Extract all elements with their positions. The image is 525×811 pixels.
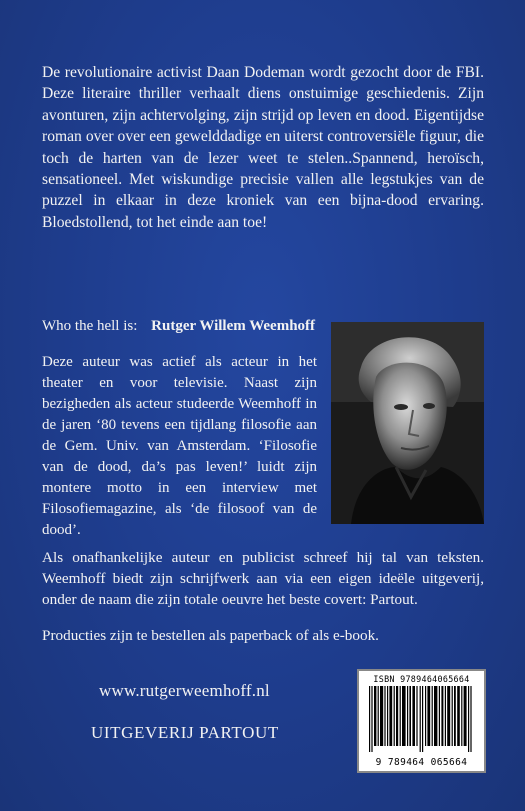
barcode-bars [369, 686, 474, 752]
author-heading-prefix: Who the hell is: [42, 318, 138, 334]
author-name: Rutger Willem Weemhoff [151, 318, 316, 334]
website-link[interactable]: www.rutgerweemhoff.nl [99, 681, 270, 700]
author-photo [331, 322, 484, 524]
author-heading [42, 316, 315, 336]
publisher-paragraph: Als onafhankelijke auteur en publicist schreef hij tal van teksten. Weemhoff biedt zijn schrijfwerk aan via een eigen ideële uitgeverij, onder de naam die zijn totale oeuvre het beste covert: Partout. [42, 549, 484, 608]
back-cover-blurb: De revolutionaire activist Daan Dodeman wordt gezocht door de FBI. Deze literaire thriller verhaalt diens onstuimige geschiedenis. Zijn avonturen, zijn achtervolging, zijn strijd op leven en dood. Eigentijdse roman over over een gewelddadige en uiterst controversiële figuur, die toch de harten van de lezer weet te stelen..Spannend, heroïsch, sensationeel. Met wiskundige precisie vallen alle legstukjes van de puzzel in elkaar in deze kroniek van een bijna-dood ervaring. Bloedstollend, tot het einde aan toe! [42, 64, 484, 231]
isbn-label: ISBN 9789464065664 [373, 674, 470, 684]
author-portrait-illustration [331, 322, 484, 524]
isbn-digits: 9 789464 065664 [375, 757, 468, 768]
isbn-barcode [357, 669, 486, 773]
formats-paragraph: Producties zijn te bestellen als paperback of als e-book. [42, 627, 379, 644]
publisher-name: UITGEVERIJ PARTOUT [91, 723, 279, 742]
author-bio: Deze auteur was actief als acteur in het theater en voor televisie. Naast zijn bezigheden als acteur studeerde Weemhoff in de jaren ‘80 tevens een tijdlang filosofie aan de Gem. Univ. van Amsterdam. ‘Filosofie van de dood, da’s pas leven!’ luidt zijn montere motto in een interview met Filosofiemagazine, als ‘de filosoof van de dood’. [42, 354, 317, 538]
